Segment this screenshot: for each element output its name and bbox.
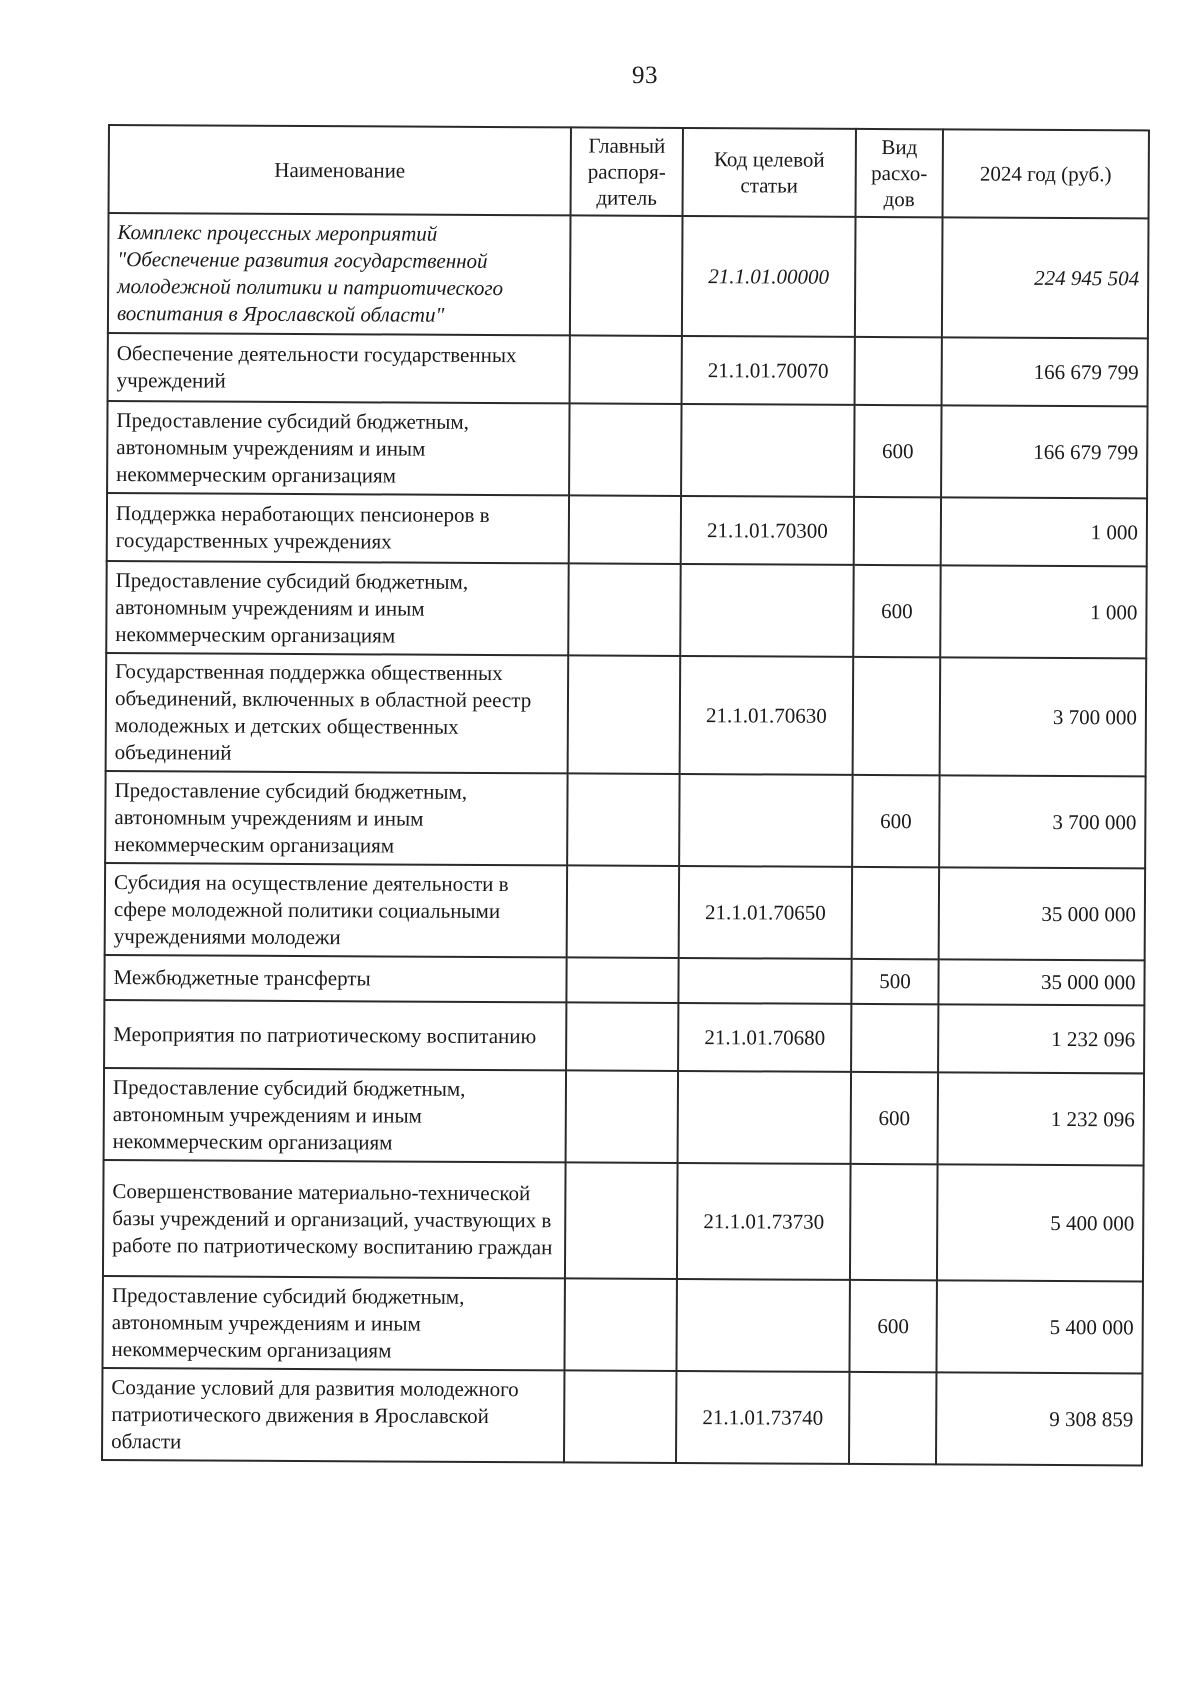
- row-code-cell: 21.1.01.73740: [676, 1371, 849, 1464]
- row-type-cell: [849, 1372, 936, 1464]
- row-code-cell: 21.1.01.70680: [678, 1003, 851, 1072]
- row-name-cell: Создание условий для развития молодежного патриотического движения в Ярославской области: [102, 1368, 564, 1462]
- row-name-cell: Обеспечение деятельности государственных учреждений: [108, 333, 570, 403]
- row-manager-cell: [567, 865, 679, 958]
- table-row: [104, 955, 1144, 1005]
- row-amount-cell: 1 232 096: [938, 1004, 1144, 1073]
- row-type-cell: 600: [854, 405, 941, 497]
- row-name-cell: Предоставление субсидий бюджетным, автономным учреждениям и иным некоммерческим организациям: [106, 561, 568, 655]
- header-type: Вид расхо-дов: [856, 129, 943, 217]
- row-type-cell: [854, 497, 941, 565]
- row-type-cell: [853, 657, 941, 775]
- row-type-cell: 600: [852, 775, 939, 867]
- row-code-cell: [681, 404, 854, 497]
- row-manager-cell: [569, 495, 681, 564]
- row-code-cell: [678, 1071, 851, 1164]
- row-amount-cell: 35 000 000: [938, 959, 1144, 1005]
- row-code-cell: 21.1.01.70650: [679, 866, 852, 959]
- row-name-cell: Государственная поддержка общественных объединений, включенных в областной реестр молодежных и детских общественных объединений: [106, 653, 569, 773]
- row-type-cell: [852, 867, 939, 959]
- row-amount-cell: 5 400 000: [937, 1164, 1144, 1281]
- header-amount: 2024 год (руб.): [943, 129, 1149, 218]
- row-name-cell: Мероприятия по патриотическому воспитанию: [104, 1000, 566, 1070]
- row-name-cell: Предоставление субсидий бюджетным, автономным учреждениям и иным некоммерческим организациям: [102, 1276, 564, 1370]
- row-code-cell: 21.1.01.70300: [681, 496, 854, 565]
- row-amount-cell: 5 400 000: [936, 1280, 1142, 1373]
- row-manager-cell: [564, 1370, 676, 1463]
- row-type-cell: [850, 1164, 938, 1280]
- row-name-cell: Совершенствование материально-технической базы учреждений и организаций, участвующих в работе по патриотическому воспитанию граждан: [103, 1160, 566, 1278]
- row-manager-cell: [570, 215, 683, 336]
- row-manager-cell: [567, 773, 679, 866]
- row-amount-cell: 3 700 000: [940, 657, 1147, 776]
- row-code-cell: 21.1.01.70070: [682, 336, 855, 405]
- row-type-cell: 600: [851, 1072, 938, 1164]
- table-row: [106, 561, 1146, 658]
- row-name-cell: Предоставление субсидий бюджетным, автономным учреждениям и иным некоммерческим организациям: [104, 1068, 566, 1162]
- table-row: [107, 401, 1147, 498]
- header-name: Наименование: [109, 125, 571, 215]
- row-amount-cell: 9 308 859: [936, 1372, 1142, 1465]
- table-body: [102, 213, 1149, 1465]
- row-manager-cell: [566, 1070, 678, 1163]
- table-row: [106, 653, 1147, 776]
- row-type-cell: [851, 1004, 938, 1072]
- table-row: [104, 1000, 1144, 1073]
- row-amount-cell: 1 000: [940, 565, 1146, 658]
- table-row: [105, 863, 1145, 960]
- page-number: 93: [632, 62, 658, 89]
- row-code-cell: [680, 564, 853, 657]
- table-header-row: [109, 125, 1149, 218]
- table-row: [108, 213, 1149, 338]
- row-name-cell: Предоставление субсидий бюджетным, автономным учреждениям и иным некоммерческим организациям: [107, 401, 569, 495]
- row-name-cell: Субсидия на осуществление деятельности в сфере молодежной политики социальными учреждениями молодежи: [105, 863, 567, 957]
- budget-table: [101, 124, 1150, 1466]
- row-manager-cell: [568, 563, 680, 656]
- row-code-cell: [676, 1279, 849, 1372]
- row-amount-cell: 166 679 799: [941, 405, 1147, 498]
- row-code-cell: 21.1.01.00000: [682, 216, 856, 337]
- table-row: [108, 333, 1148, 406]
- row-amount-cell: 1 000: [941, 497, 1147, 566]
- row-manager-cell: [566, 1002, 678, 1071]
- row-name-cell: Поддержка неработающих пенсионеров в государственных учреждениях: [107, 493, 569, 563]
- row-name-cell: Комплекс процессных мероприятий "Обеспечение развития государственной молодежной политики и патриотического воспитания в Ярославской области": [108, 213, 571, 335]
- row-type-cell: 600: [849, 1280, 936, 1372]
- row-amount-cell: 3 700 000: [939, 775, 1145, 868]
- row-manager-cell: [565, 1162, 678, 1279]
- row-manager-cell: [570, 335, 682, 404]
- table-row: [104, 1068, 1144, 1165]
- row-code-cell: 21.1.01.73730: [677, 1163, 851, 1280]
- row-manager-cell: [568, 655, 681, 774]
- row-amount-cell: 224 945 504: [942, 217, 1149, 338]
- table-row: [103, 1160, 1144, 1281]
- row-name-cell: Предоставление субсидий бюджетным, автономным учреждениям и иным некоммерческим организациям: [105, 771, 567, 865]
- row-amount-cell: 1 232 096: [938, 1072, 1144, 1165]
- row-code-cell: [679, 774, 852, 867]
- row-amount-cell: 35 000 000: [939, 867, 1145, 960]
- table-row: [107, 493, 1147, 566]
- table-row: [102, 1368, 1142, 1465]
- row-manager-cell: [566, 957, 678, 1003]
- row-name-cell: Межбюджетные трансферты: [104, 955, 566, 1002]
- row-type-cell: [855, 217, 943, 337]
- row-code-cell: 21.1.01.70630: [680, 656, 854, 775]
- header-code: Код целевой статьи: [683, 128, 856, 217]
- table-row: [105, 771, 1145, 868]
- row-amount-cell: 166 679 799: [942, 337, 1148, 406]
- row-type-cell: 600: [853, 565, 940, 657]
- row-manager-cell: [564, 1278, 676, 1371]
- row-type-cell: [855, 337, 942, 405]
- row-code-cell: [678, 958, 851, 1004]
- row-type-cell: 500: [851, 959, 938, 1004]
- row-manager-cell: [569, 403, 681, 496]
- table-row: [102, 1276, 1142, 1373]
- header-manager: Главный распоря-дитель: [571, 127, 683, 216]
